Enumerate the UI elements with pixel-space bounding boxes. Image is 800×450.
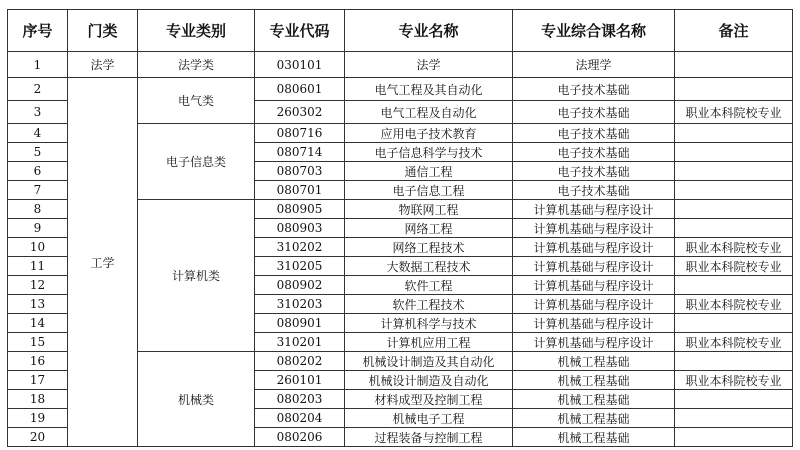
cell-name: 软件工程技术: [345, 295, 513, 314]
cell-name: 软件工程: [345, 276, 513, 295]
cell-remark: [675, 78, 793, 101]
cell-seq: 5: [8, 143, 68, 162]
cell-code: 030101: [255, 52, 345, 78]
cell-course: 计算机基础与程序设计: [513, 314, 675, 333]
cell-class-computer: 计算机类: [138, 200, 255, 352]
cell-course: 电子技术基础: [513, 162, 675, 181]
cell-code: 310203: [255, 295, 345, 314]
cell-name: 过程装备与控制工程: [345, 428, 513, 447]
cell-class-law: 法学类: [138, 52, 255, 78]
cell-seq: 18: [8, 390, 68, 409]
cell-course: 计算机基础与程序设计: [513, 238, 675, 257]
cell-seq: 17: [8, 371, 68, 390]
cell-code: 080203: [255, 390, 345, 409]
cell-name: 机械设计制造及其自动化: [345, 352, 513, 371]
cell-code: 080901: [255, 314, 345, 333]
cell-course: 计算机基础与程序设计: [513, 200, 675, 219]
cell-remark: [675, 390, 793, 409]
cell-remark: [675, 181, 793, 200]
cell-class-electrical: 电气类: [138, 78, 255, 124]
cell-name: 机械电子工程: [345, 409, 513, 428]
cell-category-law: 法学: [68, 52, 138, 78]
cell-course: 电子技术基础: [513, 78, 675, 101]
cell-course: 机械工程基础: [513, 352, 675, 371]
cell-code: 260101: [255, 371, 345, 390]
cell-remark: [675, 200, 793, 219]
cell-seq: 19: [8, 409, 68, 428]
cell-remark: [675, 428, 793, 447]
header-row: [8, 10, 793, 52]
cell-seq: 3: [8, 101, 68, 124]
cell-code: 080204: [255, 409, 345, 428]
cell-remark: 职业本科院校专业: [675, 101, 793, 124]
cell-name: 通信工程: [345, 162, 513, 181]
cell-name: 电子信息科学与技术: [345, 143, 513, 162]
cell-remark: [675, 219, 793, 238]
header-seq: 序号: [8, 10, 68, 52]
cell-code: 080206: [255, 428, 345, 447]
cell-course: 电子技术基础: [513, 181, 675, 200]
cell-name: 网络工程技术: [345, 238, 513, 257]
header-major-class: 专业类别: [138, 10, 255, 52]
cell-course: 电子技术基础: [513, 101, 675, 124]
cell-code: 080701: [255, 181, 345, 200]
cell-seq: 10: [8, 238, 68, 257]
cell-seq: 6: [8, 162, 68, 181]
cell-name: 计算机应用工程: [345, 333, 513, 352]
cell-course: 计算机基础与程序设计: [513, 219, 675, 238]
cell-remark: [675, 162, 793, 181]
cell-seq: 15: [8, 333, 68, 352]
cell-course: 计算机基础与程序设计: [513, 333, 675, 352]
cell-seq: 4: [8, 124, 68, 143]
cell-seq: 14: [8, 314, 68, 333]
header-name: 专业名称: [345, 10, 513, 52]
cell-name: 材料成型及控制工程: [345, 390, 513, 409]
cell-seq: 2: [8, 78, 68, 101]
cell-name: 电气工程及其自动化: [345, 78, 513, 101]
cell-course: 机械工程基础: [513, 371, 675, 390]
cell-remark: 职业本科院校专业: [675, 238, 793, 257]
cell-code: 080716: [255, 124, 345, 143]
cell-name: 机械设计制造及自动化: [345, 371, 513, 390]
cell-code: 080903: [255, 219, 345, 238]
cell-seq: 20: [8, 428, 68, 447]
cell-code: 080703: [255, 162, 345, 181]
majors-table: [7, 9, 793, 447]
cell-seq: 16: [8, 352, 68, 371]
cell-code: 310205: [255, 257, 345, 276]
cell-remark: [675, 143, 793, 162]
cell-code: 310202: [255, 238, 345, 257]
cell-remark: [675, 276, 793, 295]
cell-name: 电子信息工程: [345, 181, 513, 200]
cell-seq: 12: [8, 276, 68, 295]
cell-remark: [675, 409, 793, 428]
cell-code: 310201: [255, 333, 345, 352]
cell-seq: 8: [8, 200, 68, 219]
table-row: [8, 52, 793, 78]
cell-seq: 7: [8, 181, 68, 200]
cell-remark: 职业本科院校专业: [675, 295, 793, 314]
cell-name: 物联网工程: [345, 200, 513, 219]
cell-seq: 11: [8, 257, 68, 276]
cell-code: 080202: [255, 352, 345, 371]
cell-name: 大数据工程技术: [345, 257, 513, 276]
cell-code: 260302: [255, 101, 345, 124]
cell-course: 机械工程基础: [513, 390, 675, 409]
cell-name: 应用电子技术教育: [345, 124, 513, 143]
header-category: 门类: [68, 10, 138, 52]
cell-remark: 职业本科院校专业: [675, 371, 793, 390]
cell-remark: [675, 314, 793, 333]
cell-code: 080905: [255, 200, 345, 219]
cell-seq: 13: [8, 295, 68, 314]
cell-course: 电子技术基础: [513, 124, 675, 143]
table-row: [8, 78, 793, 101]
header-course: 专业综合课名称: [513, 10, 675, 52]
cell-remark: 职业本科院校专业: [675, 257, 793, 276]
cell-name: 网络工程: [345, 219, 513, 238]
cell-code: 080714: [255, 143, 345, 162]
cell-remark: [675, 52, 793, 78]
cell-course: 法理学: [513, 52, 675, 78]
cell-seq: 1: [8, 52, 68, 78]
cell-category-engineering: 工学: [68, 78, 138, 447]
cell-seq: 9: [8, 219, 68, 238]
cell-remark: [675, 352, 793, 371]
cell-remark: [675, 124, 793, 143]
cell-name: 法学: [345, 52, 513, 78]
cell-name: 计算机科学与技术: [345, 314, 513, 333]
cell-class-electronic-info: 电子信息类: [138, 124, 255, 200]
header-remark: 备注: [675, 10, 793, 52]
cell-code: 080601: [255, 78, 345, 101]
cell-course: 机械工程基础: [513, 409, 675, 428]
cell-course: 电子技术基础: [513, 143, 675, 162]
cell-course: 机械工程基础: [513, 428, 675, 447]
cell-course: 计算机基础与程序设计: [513, 257, 675, 276]
cell-code: 080902: [255, 276, 345, 295]
cell-name: 电气工程及自动化: [345, 101, 513, 124]
cell-course: 计算机基础与程序设计: [513, 295, 675, 314]
cell-class-mechanical: 机械类: [138, 352, 255, 447]
header-code: 专业代码: [255, 10, 345, 52]
cell-remark: 职业本科院校专业: [675, 333, 793, 352]
cell-course: 计算机基础与程序设计: [513, 276, 675, 295]
